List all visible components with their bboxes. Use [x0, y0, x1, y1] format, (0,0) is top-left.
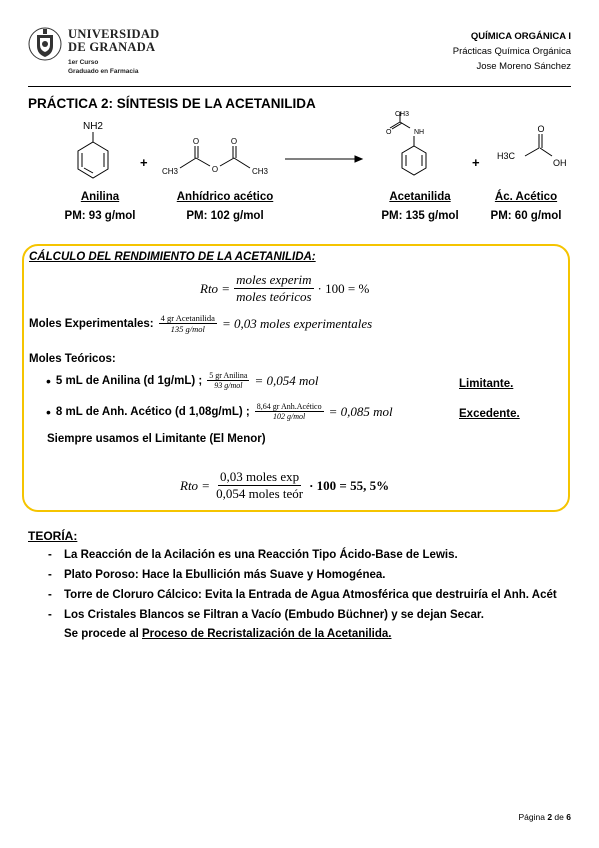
theory-item-1: - La Reacción de la Acilación es una Reacción Tipo Ácido-Base de Lewis. — [48, 549, 458, 561]
experimental-moles-denominator: 135 g/mol — [170, 324, 205, 334]
yield-formula-fraction — [234, 272, 313, 305]
anhydride-o-bridge: O — [211, 165, 219, 174]
recrystallization-process: Proceso de Recristalización de la Acetanilida. — [142, 628, 392, 640]
final-yield-fraction — [214, 469, 305, 502]
anhydride-o-right: O — [230, 137, 238, 146]
degree-label: Graduado en Farmacia — [68, 68, 139, 75]
page-footer — [518, 812, 571, 822]
theory-item-4-text: Los Cristales Blancos se Filtran a Vacío (Embudo Büchner) y se dejan Secar. — [64, 609, 484, 621]
experimental-moles-fraction — [159, 313, 217, 334]
yield-formula-rhs: · 100 = % — [317, 280, 370, 296]
yield-formula-numerator: moles experim — [236, 272, 312, 287]
bullet-aniline-result: = 0,054 mol — [254, 372, 319, 388]
final-yield-rhs: · 100 = 55, 5% — [309, 477, 390, 493]
acetic-acid-o-label: O — [537, 124, 545, 134]
bullet-anhydride-text: 8 mL de Anh. Acético (d 1,08g/mL) ; — [55, 405, 250, 418]
bullet-dot-2: • — [46, 403, 51, 420]
recrystallization-prefix: Se procede al — [64, 628, 139, 640]
bullet-aniline-fraction — [207, 371, 249, 390]
bullet-anhydride-result: = 0,085 mol — [328, 403, 393, 419]
bullet-anhydride — [46, 402, 393, 421]
compound-name-acetanilide: Acetanilida — [389, 191, 451, 203]
bullet-aniline-denominator: 93 g/mol — [214, 381, 243, 390]
author-name: Jose Moreno Sánchez — [476, 61, 571, 72]
plus-sign-1: + — [140, 155, 148, 170]
final-yield-denominator: 0,054 moles teór — [216, 486, 304, 501]
acetanilide-ch3-label: CH3 — [395, 111, 410, 118]
acetic-acid-h3c-label: H3C — [497, 151, 516, 161]
university-name-line1: UNIVERSIDAD — [68, 27, 160, 41]
theory-item-2-text: Plato Poroso: Hace la Ebullición más Suave y Homogénea. — [64, 569, 386, 581]
compound-pm-acetic-acid: PM: 60 g/mol — [490, 210, 562, 222]
reaction-scheme — [0, 110, 599, 190]
practice-title: PRÁCTICA 2: SÍNTESIS DE LA ACETANILIDA — [28, 96, 316, 111]
limiting-tag: Limitante. — [459, 378, 514, 390]
header-right — [453, 29, 571, 74]
university-name — [68, 28, 160, 54]
subject-title: QUÍMICA ORGÁNICA I — [470, 31, 571, 42]
bullet-anhydride-denominator: 102 g/mol — [273, 412, 306, 421]
reaction-arrow — [285, 156, 362, 162]
theoretical-moles-label: Moles Teóricos: — [29, 353, 116, 365]
page-number: 2 — [547, 812, 553, 822]
compound-name-anhydride: Anhídrico acético — [176, 191, 274, 203]
practicals-label: Prácticas Química Orgánica — [452, 46, 571, 57]
final-yield-numerator: 0,03 moles exp — [220, 469, 300, 484]
theory-item-2: - Plato Poroso: Hace la Ebullición más Suave y Homogénea. — [48, 569, 386, 581]
yield-formula-denominator: moles teóricos — [236, 289, 312, 304]
experimental-moles-result: = 0,03 moles experimentales — [221, 315, 373, 331]
final-yield-formula — [180, 469, 389, 502]
yield-title: CÁLCULO DEL RENDIMIENTO DE LA ACETANILIDA: — [29, 251, 316, 263]
bullet-aniline-numerator: 5 gr Anilina — [209, 371, 248, 380]
acetanilide-structure — [390, 112, 426, 175]
theory-item-4-continuation — [64, 628, 391, 640]
bullet-aniline-text: 5 mL de Anilina (d 1g/mL) ; — [55, 374, 203, 387]
anhydride-o-left: O — [192, 137, 200, 146]
anhydride-ch3-left: CH3 — [162, 167, 179, 176]
experimental-moles-line — [29, 313, 372, 334]
aniline-nh2-label: NH2 — [82, 121, 104, 132]
theory-item-4: - Los Cristales Blancos se Filtran a Vacío (Embudo Büchner) y se dejan Secar. — [48, 609, 484, 621]
theory-title: TEORÍA: — [28, 529, 78, 543]
course-label: 1er Curso — [68, 59, 99, 66]
course-info — [68, 58, 138, 76]
experimental-moles-label: Moles Experimentales: — [29, 317, 154, 330]
page-total: 6 — [566, 812, 571, 822]
page-label: Página — [518, 812, 545, 822]
theory-item-1-text: La Reacción de la Acilación es una Reacción Tipo Ácido-Base de Lewis. — [64, 549, 458, 561]
acetanilide-nh-label: NH — [414, 129, 425, 136]
acetic-acid-oh-label: OH — [553, 158, 567, 168]
anhydride-ch3-right: CH3 — [252, 167, 269, 176]
plus-sign-2: + — [472, 155, 480, 170]
page-of: de — [554, 812, 564, 822]
yield-formula — [200, 272, 369, 305]
bullet-dot-1: • — [46, 372, 51, 389]
university-crest-logo — [28, 26, 62, 62]
bullet-anhydride-numerator: 8,64 gr Anh.Acético — [256, 402, 322, 411]
theory-item-3-text: Torre de Cloruro Cálcico: Evita la Entrada de Agua Atmosférica que destruiría el Anh. Acét — [64, 589, 557, 601]
experimental-moles-numerator: 4 gr Acetanilida — [160, 313, 215, 323]
excess-tag: Excedente. — [459, 408, 520, 420]
compound-name-aniline: Anilina — [80, 191, 120, 203]
compound-pm-acetanilide: PM: 135 g/mol — [381, 210, 459, 222]
university-name-line2: DE GRANADA — [68, 40, 156, 54]
yield-formula-lhs: Rto = — [200, 280, 231, 296]
bullet-anhydride-fraction — [255, 402, 324, 421]
header-divider — [28, 86, 571, 87]
compound-name-acetic-acid: Ác. Acético — [494, 191, 558, 203]
acetic-acid-structure — [525, 134, 552, 156]
acetanilide-o-label: O — [386, 129, 392, 136]
always-limiting-note: Siempre usamos el Limitante (El Menor) — [47, 433, 266, 445]
bullet-aniline — [46, 371, 318, 390]
final-yield-lhs: Rto = — [180, 477, 211, 493]
compound-pm-aniline: PM: 93 g/mol — [64, 210, 136, 222]
compound-pm-anhydride: PM: 102 g/mol — [186, 210, 264, 222]
theory-item-3: - Torre de Cloruro Cálcico: Evita la Entrada de Agua Atmosférica que destruiría el Anh. Acét — [48, 589, 557, 601]
aniline-structure — [78, 132, 108, 178]
